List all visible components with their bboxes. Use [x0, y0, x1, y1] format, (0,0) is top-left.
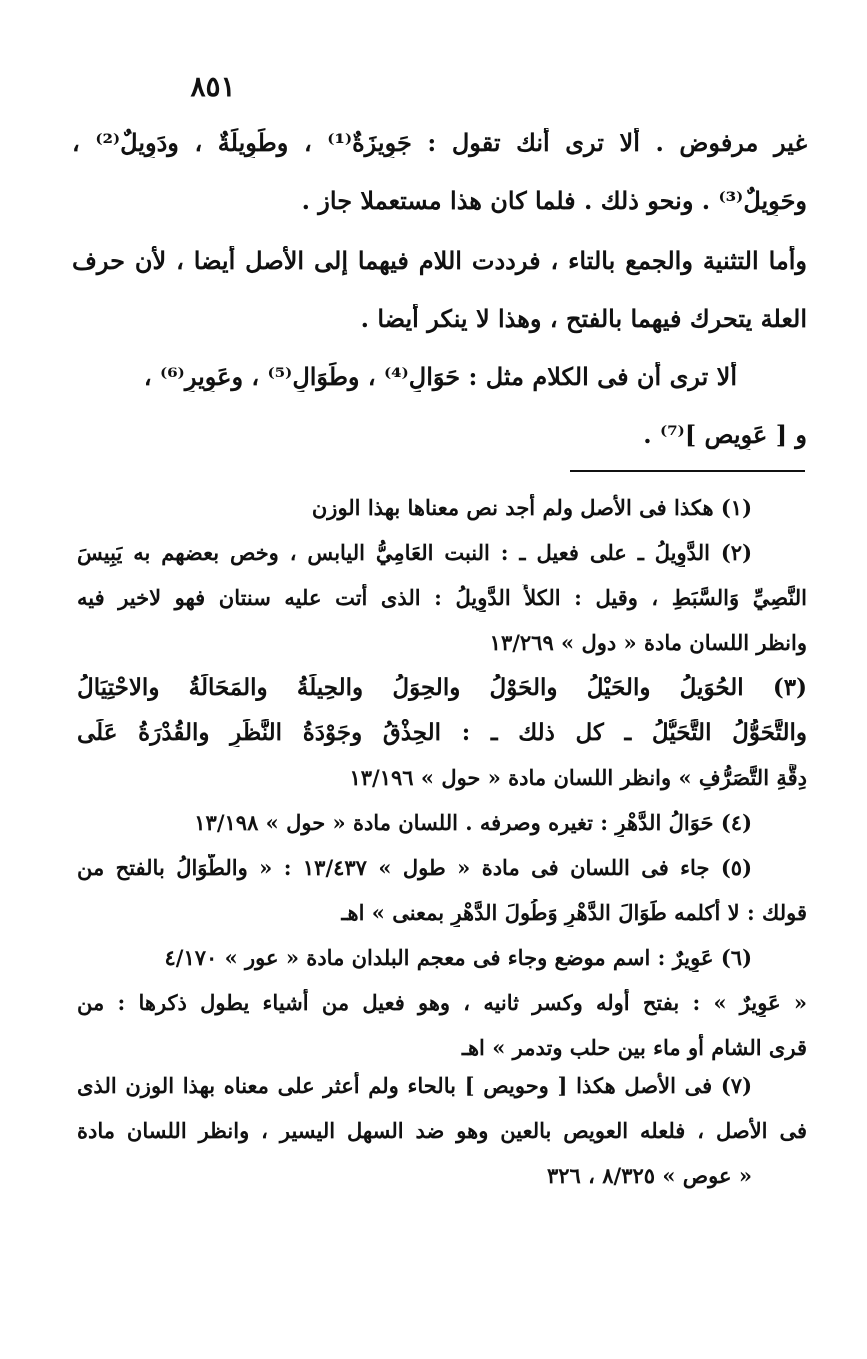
page-number: ٨٥١ — [190, 70, 236, 103]
footnote-2-line-1: (٢) الدَّوِيلُ ـ على فعيل ـ : النبت العَامِيُّ اليابس ، وخص بعضهم به يَبِيسَ — [77, 540, 752, 565]
main-line-2: وحَوِيلٌ⁽³⁾ . ونحو ذلك . فلما كان هذا مستعملا جاز . — [301, 186, 807, 215]
footnote-6-line-2: « عَوِيرٌ » : بفتح أوله وكسر ثانيه ، وهو فعيل من أشياء يطول ذكرها : من — [77, 990, 807, 1015]
main-text-block — [72, 128, 807, 478]
footnote-2-line-3: وانظر اللسان مادة « دول » ١٣/٢٦٩ — [489, 630, 807, 655]
footnotes-block — [77, 494, 807, 1207]
main-line-1: غير مرفوض . ألا ترى أنك تقول : جَوِيزَةٌ⁽¹⁾ ، وطَوِيلَةٌ ، ودَوِيلٌ⁽²⁾ ، — [72, 128, 807, 157]
footnote-3-line-2: والتَّحَوُّلُ التَّحَيُّلُ ـ كل ذلك ـ : الحِذْقُ وجَوْدَةُ النَّظَرِ والقُدْرَةُ عَلَى — [77, 719, 807, 746]
footnote-4: (٤) حَوَالُ الدَّهْرِ : تغيره وصرفه . اللسان مادة « حول » ١٣/١٩٨ — [194, 810, 752, 835]
footnote-7-line-3: « عوص » ٨/٣٢٥ ، ٣٢٦ — [547, 1163, 752, 1188]
footnote-5-line-1: (٥) جاء فى اللسان فى مادة « طول » ١٣/٤٣٧ : « والطَّوَالُ بالفتح من — [77, 855, 752, 880]
main-line-3: وأما التثنية والجمع بالتاء ، فرددت اللام فيهما إلى الأصل أيضا ، لأن حرف — [72, 246, 807, 275]
footnote-6-line-3: قرى الشام أو ماء بين حلب وتدمر » اهـ — [461, 1035, 807, 1060]
footnote-3-line-3: دِقَّةِ التَّصَرُّفِ » وانظر اللسان مادة « حول » ١٣/١٩٦ — [349, 765, 807, 790]
footnote-7-line-1: (٧) فى الأصل هكذا [ وحويص ] بالحاء ولم أعثر على معناه بهذا الوزن الذى — [77, 1073, 752, 1098]
footnote-7-line-2: فى الأصل ، فلعله العويص بالعين وهو ضد السهل اليسير ، وانظر اللسان مادة — [77, 1118, 807, 1143]
footnote-2-line-2: النَّصِيِّ وَالسَّبَطِ ، وقيل : الكلأُ الدَّوِيلُ : الذى أتت عليه سنتان فهو لاخير فيه — [77, 585, 807, 610]
footnote-3-line-1: (٣) الحُوَيلُ والحَيْلُ والحَوْلُ والحِوَلُ والحِيلَةُ والمَحَالَةُ والاحْتِيَالُ — [77, 674, 807, 701]
footnote-separator-rule — [570, 470, 805, 472]
footnote-5-line-2: قولك : لا أكلمه طَوَالَ الدَّهْرِ وَطُولَ الدَّهْرِ بمعنى » اهـ — [341, 900, 807, 925]
main-line-6: و [ عَوِيصٍ ]⁽⁷⁾ . — [643, 420, 807, 449]
footnote-1: (١) هكذا فى الأصل ولم أجد نص معناها بهذا الوزن — [311, 495, 752, 520]
main-line-4: العلة يتحرك فيهما بالفتح ، وهذا لا ينكر أيضا . — [360, 304, 807, 333]
footnote-6-line-1: (٦) عَوِيرٌ : اسم موضع وجاء فى معجم البلدان مادة « عور » ٤/١٧٠ — [164, 945, 752, 970]
main-line-5: ألا ترى أن فى الكلام مثل : حَوَالٍ⁽⁴⁾ ، وطَوَالٍ⁽⁵⁾ ، وعَوِيرٍ⁽⁶⁾ ، — [143, 362, 737, 391]
